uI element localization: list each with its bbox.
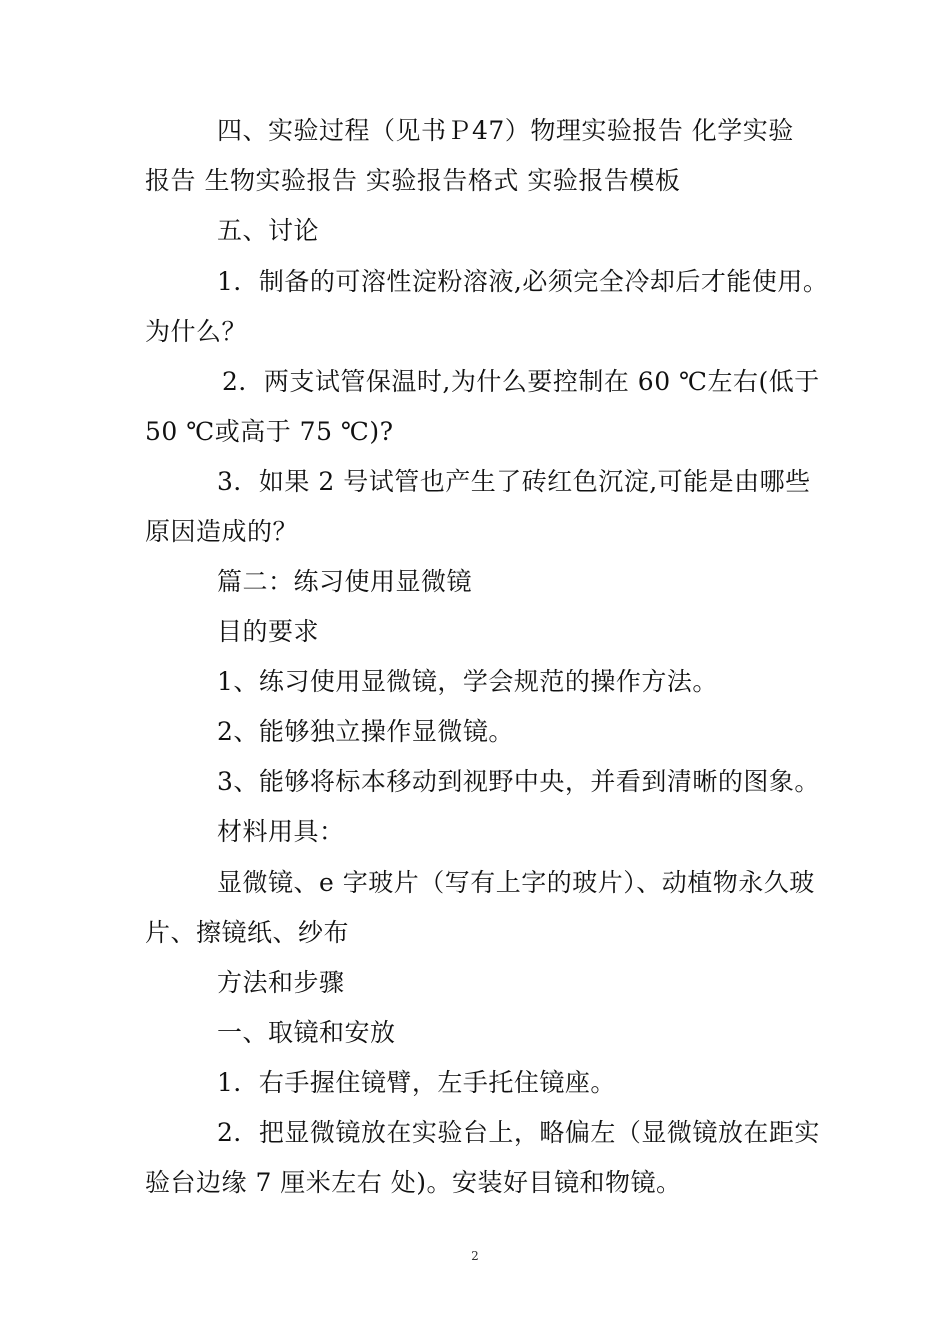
text-line-report-types: 报告 生物实验报告 实验报告格式 实验报告模板 bbox=[145, 166, 681, 195]
text-line-experiment-process: 四、实验过程（见书Ｐ47）物理实验报告 化学实验 bbox=[217, 116, 794, 145]
step-2-line-1: 2．把显微镜放在实验台上，略偏左（显微镜放在距实 bbox=[217, 1118, 820, 1147]
section-heading-materials: 材料用具： bbox=[217, 817, 345, 846]
article-two-title: 篇二：练习使用显微镜 bbox=[217, 567, 473, 596]
question-2-line-2: 50 ℃或高于 75 ℃)? bbox=[145, 417, 394, 446]
question-3-line-1: 3．如果 2 号试管也产生了砖红色沉淀,可能是由哪些 bbox=[217, 467, 811, 496]
objective-2: 2、能够独立操作显微镜。 bbox=[217, 717, 514, 746]
section-heading-discussion: 五、讨论 bbox=[217, 216, 320, 245]
question-2-line-1: 2．两支试管保温时,为什么要控制在 60 ℃左右(低于 bbox=[222, 367, 820, 396]
objective-3: 3、能够将标本移动到视野中央，并看到清晰的图象。 bbox=[217, 767, 820, 796]
step-1: 1．右手握住镜臂，左手托住镜座。 bbox=[217, 1068, 616, 1097]
page-number: 2 bbox=[471, 1249, 479, 1263]
section-heading-objectives: 目的要求 bbox=[217, 617, 320, 646]
question-1-line-2: 为什么？ bbox=[145, 317, 248, 346]
step-2-line-2: 验台边缘 7 厘米左右 处)。安装好目镜和物镜。 bbox=[145, 1168, 682, 1197]
section-heading-methods: 方法和步骤 bbox=[217, 968, 345, 997]
materials-line-1: 显微镜、e 字玻片（写有上字的玻片）、动植物永久玻 bbox=[217, 868, 815, 897]
step-heading-take-and-place: 一、取镜和安放 bbox=[217, 1018, 396, 1047]
objective-1: 1、练习使用显微镜，学会规范的操作方法。 bbox=[217, 667, 718, 696]
materials-line-2: 片、擦镜纸、纱布 bbox=[145, 918, 350, 947]
question-3-line-2: 原因造成的？ bbox=[145, 517, 299, 546]
question-1-line-1: 1．制备的可溶性淀粉溶液,必须完全冷却后才能使用。 bbox=[217, 267, 829, 296]
